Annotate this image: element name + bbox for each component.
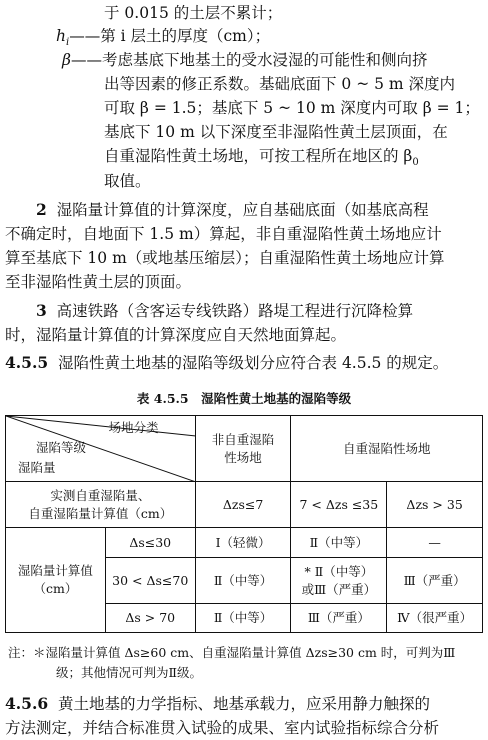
def-continuation-line: 于 0.015 的土层不累计； [104, 4, 283, 22]
grade-cell: Ⅱ（中等） [195, 558, 291, 604]
para3-line2: 时，湿陷量计算值的计算深度应自天然地面算起。 [5, 326, 347, 344]
def-hi-text: ——第 i 层土的厚度（cm）； [69, 27, 271, 45]
grade-cell: Ⅱ（中等） [195, 604, 291, 633]
row-measured-label [6, 482, 196, 528]
group-calc-label-l1: 湿陷量计算值 [17, 563, 93, 578]
section-4-5-5 [5, 352, 448, 374]
symbol-hi-subscript: i [65, 37, 70, 49]
para3-number: 3 [36, 301, 47, 320]
def-beta-line6: 取值。 [104, 172, 151, 190]
section-4-5-6-text1: 黄土地基的力学指标、地基承载力，应采用静力触探的 [58, 695, 431, 713]
def-beta-line5-text: 自重湿陷性黄土场地，可按工程所在地区的 β [104, 147, 413, 165]
grade-cell-two-line [291, 558, 387, 604]
section-4-5-5-number: 4.5.5 [5, 353, 49, 372]
cell-zs-le7: Δzs≤7 [195, 482, 291, 528]
para3-line1 [36, 300, 413, 322]
cell-zs-gt35: Δzs > 35 [387, 482, 483, 528]
section-4-5-6-line1 [5, 693, 430, 715]
def-beta-line5 [104, 145, 419, 174]
para2-number: 2 [36, 200, 47, 219]
range-cell: Δs > 70 [105, 604, 195, 633]
para3-text1: 高速铁路（含客运专线铁路）路堤工程进行沉降检算 [56, 302, 414, 320]
row-measured-label-l2: 自重湿陷量计算值（cm） [28, 505, 173, 521]
table-caption: 表 4.5.5 湿陷性黄土地基的湿陷等级 [136, 391, 352, 406]
section-4-5-6-line2: 方法测定，并结合标准贯入试验的成果、室内试验指标综合分析 [5, 719, 440, 737]
grade-cell: — [387, 528, 483, 558]
table-note-line2: 级；其他情况可判为Ⅱ级。 [56, 665, 202, 680]
para2-line3: 算至基底下 10 m（或地基压缩层）；自重湿陷性黄土场地应计算 [5, 249, 445, 267]
row-measured-label-l1: 实测自重湿陷量、 [50, 487, 151, 503]
def-beta-line4: 基底下 10 m 以下深度至非湿陷性黄土层顶面，在 [104, 123, 448, 141]
table-note-line1: 注：＊湿陷量计算值 Δs≥60 cm、自重湿陷量计算值 Δzs≥30 cm 时，可判为Ⅲ [8, 645, 456, 660]
corner-quantity: 湿陷量 [18, 460, 56, 475]
para2-line2: 不确定时，自地面下 1.5 m）算起，非自重湿陷性黄土场地应计 [5, 225, 442, 243]
def-beta-line2: 出等因素的修正系数。基础底面下 0 ~ 5 m 深度内 [104, 75, 456, 93]
grade-cell: Ⅳ（很严重） [387, 604, 483, 633]
symbol-hi: h [56, 27, 66, 45]
def-beta-line3: 可取 β = 1.5；基底下 5 ~ 10 m 深度内可取 β = 1； [104, 99, 480, 117]
collapsibility-grade-table [5, 415, 483, 633]
para2-line4: 至非湿陷性黄土层的顶面。 [5, 273, 192, 291]
table-corner-header [6, 416, 196, 482]
range-cell: Δs≤30 [105, 528, 195, 558]
para2-line1 [36, 199, 429, 221]
header-non-self-weight [195, 416, 291, 482]
corner-site-class: 场地分类 [108, 420, 159, 435]
symbol-beta: β [62, 51, 71, 69]
grade-cell-line2: 或Ⅲ（严重） [301, 581, 377, 597]
grade-cell: Ⅲ（严重） [291, 604, 387, 633]
header-non-self-weight-l2: 性场地 [224, 449, 262, 465]
grade-cell: Ⅰ（轻微） [195, 528, 291, 558]
def-beta [62, 49, 427, 71]
grade-cell: Ⅱ（中等） [291, 528, 387, 558]
def-beta-line1: ——考虑基底下地基土的受水浸湿的可能性和侧向挤 [70, 51, 428, 69]
header-self-weight: 自重湿陷性场地 [291, 416, 483, 482]
para2-text1: 湿陷量计算值的计算深度，应自基础底面（如基底高程 [56, 201, 429, 219]
beta0-subscript: 0 [412, 157, 419, 169]
grade-cell: Ⅲ（严重） [387, 558, 483, 604]
group-calc-label [6, 528, 106, 633]
header-non-self-weight-l1: 非自重湿陷 [211, 431, 275, 447]
corner-grade: 湿陷等级 [36, 440, 87, 455]
grade-cell-line1: * Ⅱ（中等） [304, 563, 374, 579]
group-calc-label-l2: （cm） [33, 581, 78, 596]
cell-zs-7-35: 7 < Δzs ≤35 [291, 482, 387, 528]
range-cell: 30 < Δs≤70 [105, 558, 195, 604]
section-4-5-6-number: 4.5.6 [5, 694, 49, 713]
section-4-5-5-text: 湿陷性黄土地基的湿陷等级划分应符合表 4.5.5 的规定。 [58, 354, 449, 372]
